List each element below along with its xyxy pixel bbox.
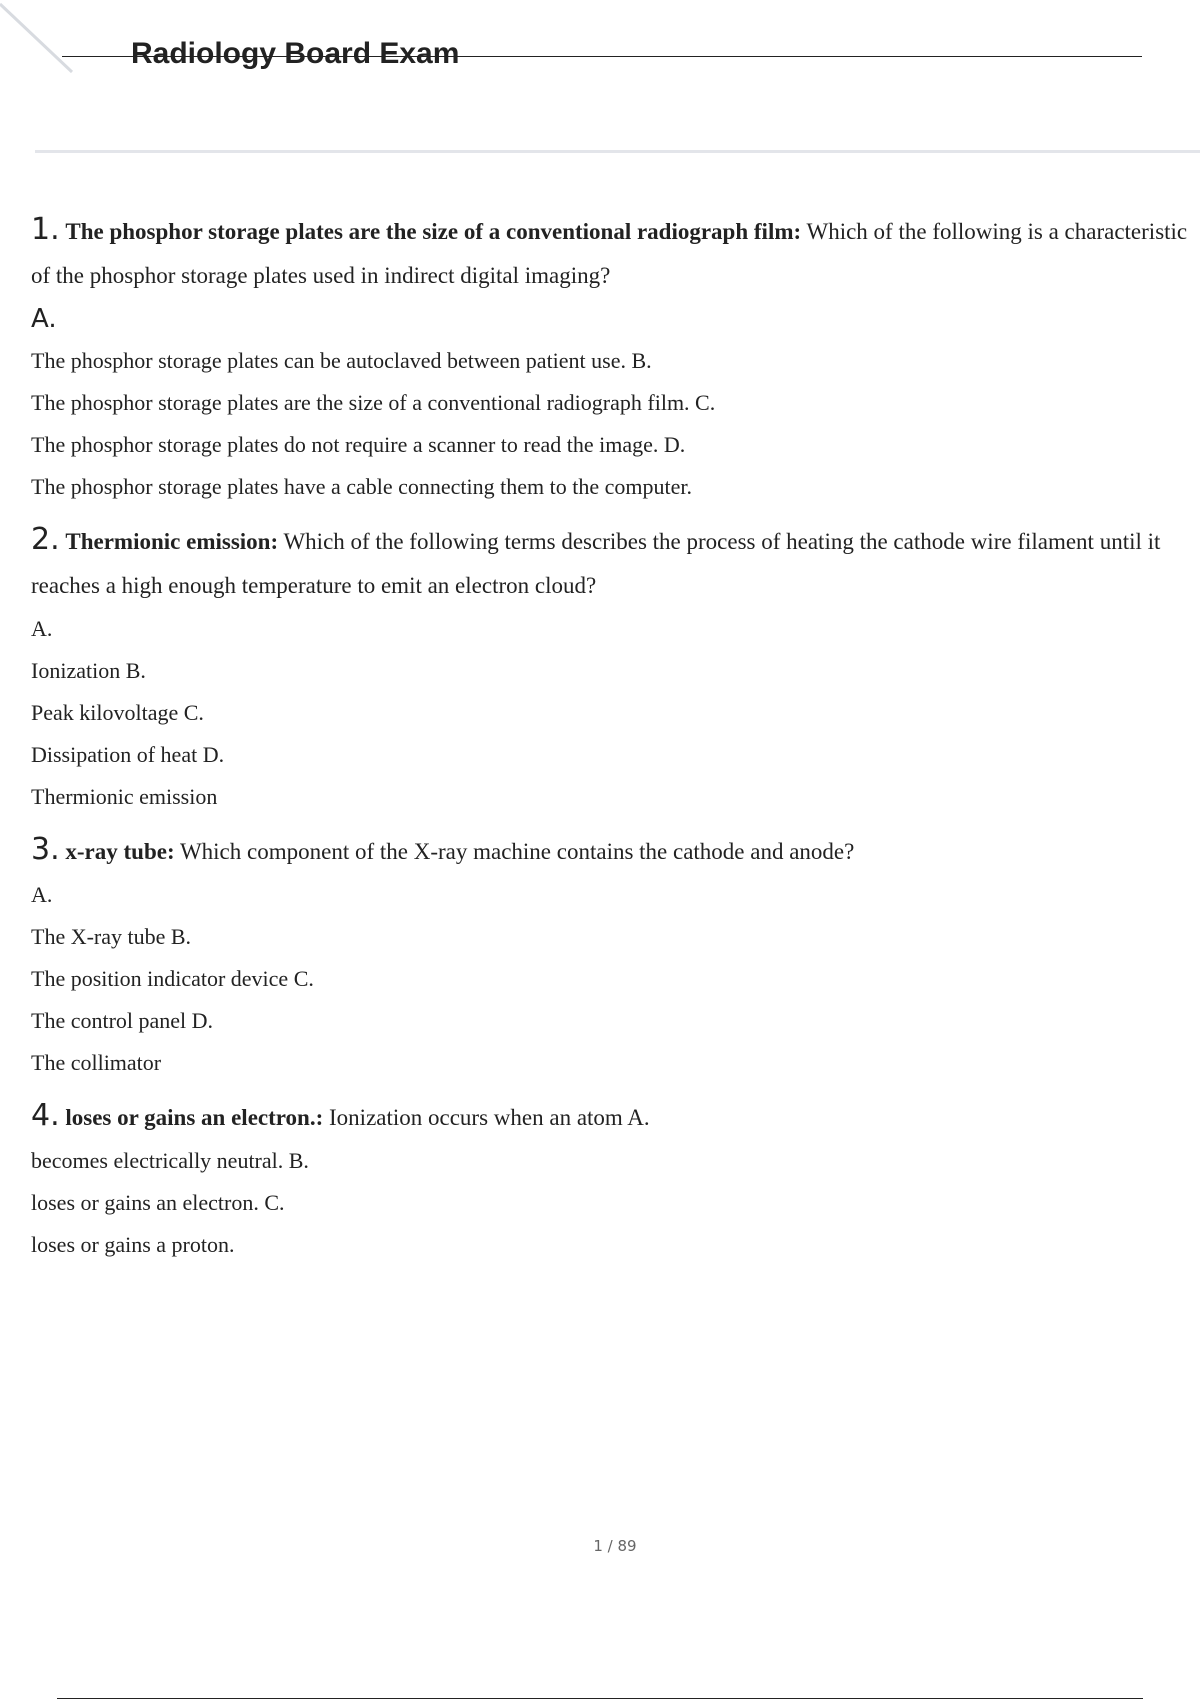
question-1-number: 1. xyxy=(31,212,60,247)
question-4-prompt: Ionization occurs when an atom A. xyxy=(329,1105,650,1130)
question-1-option: The phosphor storage plates have a cable connecting them to the computer. xyxy=(31,474,692,499)
question-3 xyxy=(31,828,1200,1084)
question-4-number: 4. xyxy=(31,1098,60,1133)
header-divider xyxy=(35,150,1200,153)
question-3-option: The collimator xyxy=(31,1050,162,1075)
question-2-number: 2. xyxy=(31,522,60,557)
page-corner-fold xyxy=(0,0,80,80)
question-3-prompt: Which component of the X-ray machine contains the cathode and anode? xyxy=(179,839,855,864)
question-3-option: The X-ray tube B. xyxy=(31,924,192,949)
question-list xyxy=(31,208,1200,1266)
question-4-option: loses or gains a proton. xyxy=(31,1232,235,1257)
question-1-option: The phosphor storage plates are the size of a conventional radiograph film. C. xyxy=(31,390,716,415)
question-1-option-label-a: A. xyxy=(31,304,57,334)
question-1-prompt: Which of the following is a characteristic of the phosphor storage plates used in indirect digital imaging? xyxy=(31,219,1188,288)
question-3-answer: x-ray tube: xyxy=(65,839,175,864)
question-1-option: The phosphor storage plates can be autoclaved between patient use. B. xyxy=(31,348,652,373)
question-2-option: Thermionic emission xyxy=(31,784,218,809)
document-title: Radiology Board Exam xyxy=(131,37,460,70)
question-3-text xyxy=(31,828,1200,874)
question-2-option: Dissipation of heat D. xyxy=(31,742,225,767)
question-2-answer: Thermionic emission: xyxy=(65,529,279,554)
question-1 xyxy=(31,208,1200,508)
question-1-option: The phosphor storage plates do not require a scanner to read the image. D. xyxy=(31,432,686,457)
question-3-number: 3. xyxy=(31,832,60,867)
question-2-option: Peak kilovoltage C. xyxy=(31,700,204,725)
question-4-option: becomes electrically neutral. B. xyxy=(31,1148,309,1173)
question-4-answer: loses or gains an electron.: xyxy=(65,1105,324,1130)
question-4 xyxy=(31,1094,1200,1266)
page-number: 1 / 89 xyxy=(593,1537,637,1555)
question-2 xyxy=(31,518,1200,818)
question-3-option: The control panel D. xyxy=(31,1008,214,1033)
question-2-option-label-a: A. xyxy=(31,616,53,641)
question-2-option: Ionization B. xyxy=(31,658,146,683)
question-3-option: The position indicator device C. xyxy=(31,966,314,991)
question-2-prompt: Which of the following terms describes the process of heating the cathode wire filament until it reaches a high enough temperature to emit an electron cloud? xyxy=(31,529,1161,598)
question-3-option-label-a: A. xyxy=(31,882,53,907)
question-1-text xyxy=(31,208,1200,298)
question-4-option: loses or gains an electron. C. xyxy=(31,1190,285,1215)
question-4-text xyxy=(31,1094,1200,1140)
footer-rule xyxy=(57,1698,1143,1699)
question-1-answer: The phosphor storage plates are the size of a conventional radiograph film: xyxy=(65,219,802,244)
question-2-text xyxy=(31,518,1200,608)
